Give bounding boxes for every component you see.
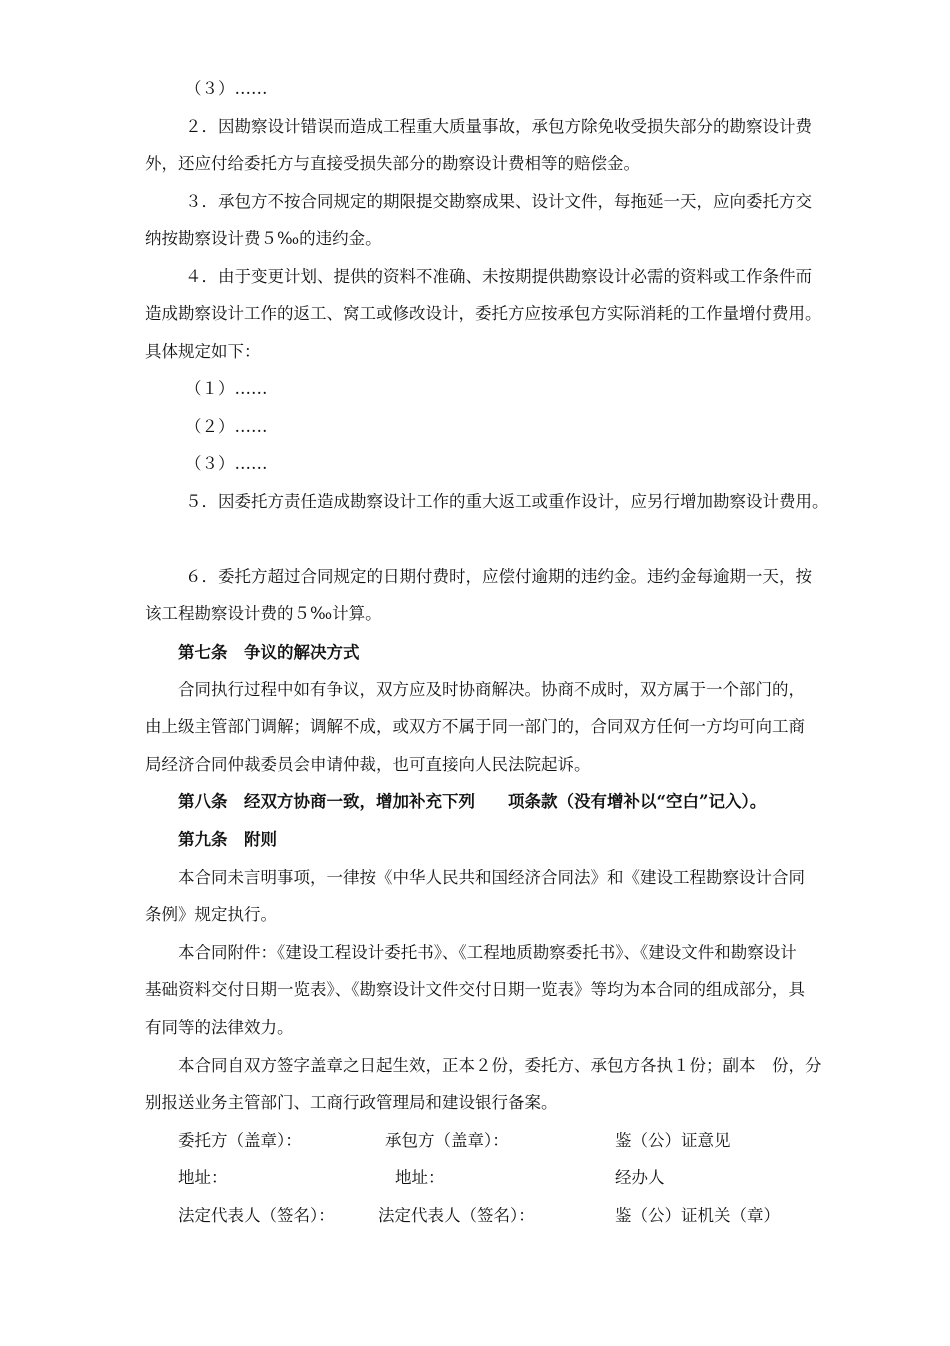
contractor-address-label: 地址： bbox=[395, 1168, 445, 1187]
client-representative-label: 法定代表人（签名）： bbox=[178, 1206, 335, 1225]
article-8-heading: 第八条 经双方协商一致，增加补充下列 项条款（没有增补以“空白”记入）。 bbox=[178, 792, 767, 811]
clause-item-3: （３）…… bbox=[185, 79, 268, 98]
paragraph-line: 合同执行过程中如有争议，双方应及时协商解决。协商不成时，双方属于一个部门的， bbox=[178, 680, 805, 699]
article-9-heading: 第九条 附则 bbox=[178, 830, 277, 849]
paragraph-line: ４．由于变更计划、提供的资料不准确、未按期提供勘察设计必需的资料或工作条件而 bbox=[185, 267, 812, 286]
client-seal-label: 委托方（盖章）： bbox=[178, 1131, 302, 1150]
paragraph-line: 由上级主管部门调解；调解不成，或双方不属于同一部门的，合同双方任何一方均可向工商 bbox=[145, 717, 805, 736]
paragraph-line: ２．因勘察设计错误而造成工程重大质量事故，承包方除免收受损失部分的勘察设计费 bbox=[185, 117, 812, 136]
clause-item-2: （２）…… bbox=[185, 417, 268, 436]
paragraph-line: 基础资料交付日期一览表》、《勘察设计文件交付日期一览表》等均为本合同的组成部分，具 bbox=[145, 980, 805, 999]
handler-label: 经办人 bbox=[615, 1168, 665, 1187]
paragraph-line: 有同等的法律效力。 bbox=[145, 1018, 294, 1037]
clause-item-3: （３）…… bbox=[185, 454, 268, 473]
notary-opinion-label: 鉴（公）证意见 bbox=[615, 1131, 731, 1150]
paragraph-line: 本合同未言明事项，一律按《中华人民共和国经济合同法》和《建设工程勘察设计合同 bbox=[178, 868, 805, 887]
client-address-label: 地址： bbox=[178, 1168, 228, 1187]
contractor-representative-label: 法定代表人（签名）： bbox=[378, 1206, 535, 1225]
paragraph-line: 纳按勘察设计费５‰的违约金。 bbox=[145, 229, 382, 248]
paragraph-line: 具体规定如下： bbox=[145, 342, 261, 361]
paragraph-line: ５．因委托方责任造成勘察设计工作的重大返工或重作设计，应另行增加勘察设计费用。 bbox=[185, 492, 829, 511]
paragraph-line: 局经济合同仲裁委员会申请仲裁，也可直接向人民法院起诉。 bbox=[145, 755, 591, 774]
paragraph-line: 本合同附件：《建设工程设计委托书》、《工程地质勘察委托书》、《建设文件和勘察设计 bbox=[178, 943, 797, 962]
paragraph-line: 本合同自双方签字盖章之日起生效，正本２份，委托方、承包方各执１份；副本 份，分 bbox=[178, 1056, 822, 1075]
contractor-seal-label: 承包方（盖章）： bbox=[385, 1131, 509, 1150]
article-7-heading: 第七条 争议的解决方式 bbox=[178, 643, 360, 662]
paragraph-line: 造成勘察设计工作的返工、窝工或修改设计，委托方应按承包方实际消耗的工作量增付费用。 bbox=[145, 304, 822, 323]
clause-item-1: （１）…… bbox=[185, 379, 268, 398]
paragraph-line: ３．承包方不按合同规定的期限提交勘察成果、设计文件，每拖延一天，应向委托方交 bbox=[185, 192, 812, 211]
paragraph-line: 外，还应付给委托方与直接受损失部分的勘察设计费相等的赔偿金。 bbox=[145, 154, 640, 173]
notary-office-seal-label: 鉴（公）证机关（章） bbox=[615, 1206, 780, 1225]
paragraph-line: 条例》规定执行。 bbox=[145, 905, 277, 924]
paragraph-line: 别报送业务主管部门、工商行政管理局和建设银行备案。 bbox=[145, 1093, 558, 1112]
paragraph-line: ６．委托方超过合同规定的日期付费时，应偿付逾期的违约金。违约金每逾期一天，按 bbox=[185, 567, 812, 586]
paragraph-line: 该工程勘察设计费的５‰计算。 bbox=[145, 604, 382, 623]
